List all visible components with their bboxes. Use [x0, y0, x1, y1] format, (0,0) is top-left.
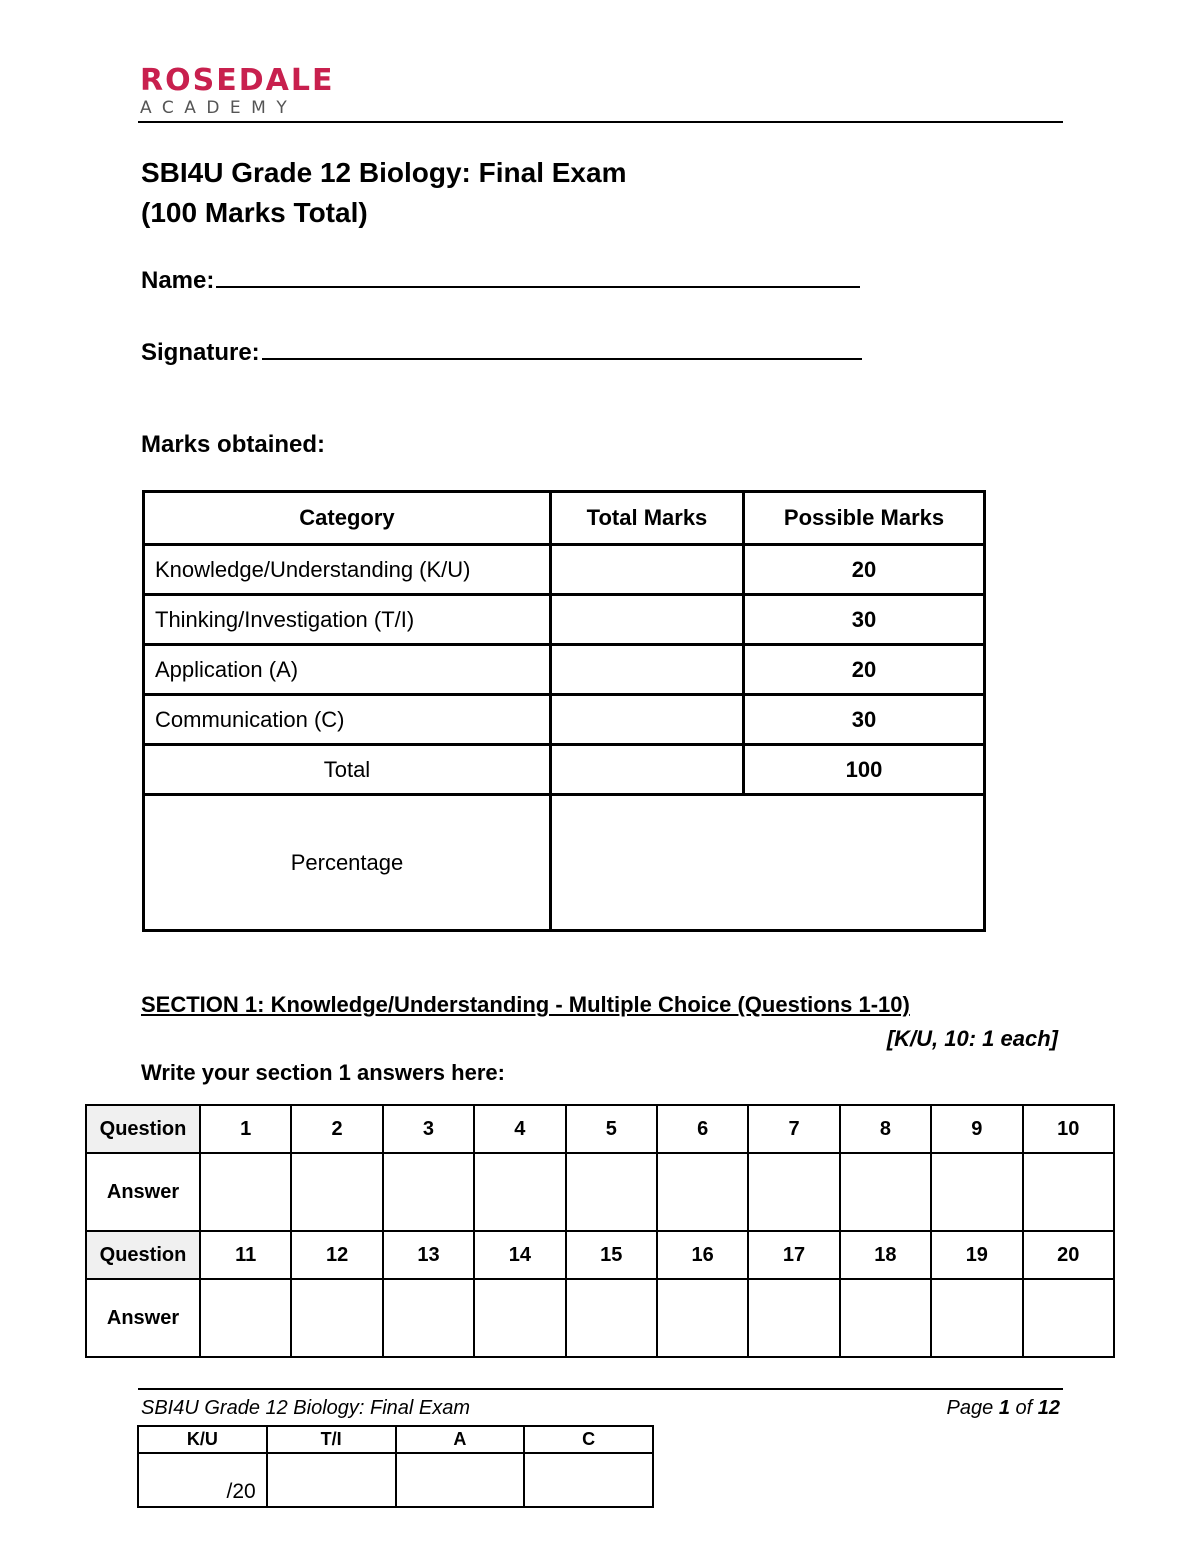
table-row: [144, 595, 985, 645]
question-number: 4: [474, 1105, 565, 1153]
answer-cell[interactable]: [657, 1279, 748, 1357]
of-word: of: [1015, 1397, 1033, 1419]
answer-table: [85, 1104, 1115, 1358]
answer-cell[interactable]: [657, 1153, 748, 1231]
question-number: 10: [1023, 1105, 1114, 1153]
question-number: 16: [657, 1231, 748, 1279]
section1-instruction: Write your section 1 answers here:: [141, 1060, 505, 1085]
answer-label: Answer: [86, 1153, 200, 1231]
answer-cell[interactable]: [474, 1153, 565, 1231]
possible-marks-cell: 20: [744, 645, 985, 695]
name-input-line[interactable]: [216, 266, 860, 288]
answer-cell[interactable]: [383, 1153, 474, 1231]
signature-input-line[interactable]: [262, 338, 862, 360]
percentage-label: Percentage: [144, 795, 551, 931]
total-marks-cell[interactable]: [550, 595, 743, 645]
score-value-row: [138, 1453, 653, 1507]
question-number: 17: [748, 1231, 839, 1279]
name-label: Name:: [141, 267, 215, 294]
score-c-cell[interactable]: [524, 1453, 653, 1507]
question-number: 3: [383, 1105, 474, 1153]
score-summary-table: [137, 1425, 654, 1508]
section1-note: [K/U, 10: 1 each]: [886, 1026, 1058, 1051]
question-number: 12: [291, 1231, 382, 1279]
percentage-cell[interactable]: [550, 795, 984, 931]
possible-marks-cell: 30: [744, 695, 985, 745]
answer-cell[interactable]: [1023, 1279, 1114, 1357]
answer-cell[interactable]: [291, 1153, 382, 1231]
answer-cell[interactable]: [474, 1279, 565, 1357]
answer-cell[interactable]: [1023, 1153, 1114, 1231]
total-marks-cell[interactable]: [550, 545, 743, 595]
logo-name: ROSEDALE: [140, 63, 335, 98]
answer-cell[interactable]: [200, 1279, 291, 1357]
total-marks-cell[interactable]: [550, 645, 743, 695]
marks-obtained-label: Marks obtained:: [141, 431, 326, 458]
category-cell: Knowledge/Understanding (K/U): [144, 545, 551, 595]
question-number: 15: [566, 1231, 657, 1279]
possible-marks-cell: 20: [744, 545, 985, 595]
possible-marks-sum: 100: [744, 745, 985, 795]
score-header-a: A: [396, 1426, 525, 1453]
signature-label: Signature:: [141, 339, 260, 366]
answer-row: [86, 1279, 1114, 1357]
score-header-c: C: [524, 1426, 653, 1453]
question-number: 20: [1023, 1231, 1114, 1279]
question-number: 6: [657, 1105, 748, 1153]
question-number: 7: [748, 1105, 839, 1153]
signature-field: [141, 338, 862, 368]
category-cell: Communication (C): [144, 695, 551, 745]
score-header-ku: K/U: [138, 1426, 267, 1453]
answer-cell[interactable]: [291, 1279, 382, 1357]
footer-title: SBI4U Grade 12 Biology: Final Exam: [141, 1397, 471, 1419]
total-label: Total: [144, 745, 551, 795]
answer-cell[interactable]: [748, 1153, 839, 1231]
header-category: Category: [144, 492, 551, 545]
header-rule: [138, 121, 1063, 123]
marks-table-header: [144, 492, 985, 545]
table-row: [144, 695, 985, 745]
marks-table: [142, 490, 986, 932]
logo-sub: ACADEMY: [140, 98, 298, 118]
table-row: [144, 545, 985, 595]
question-number: 11: [200, 1231, 291, 1279]
name-field: [141, 266, 860, 296]
answer-cell[interactable]: [383, 1279, 474, 1357]
question-number: 2: [291, 1105, 382, 1153]
answer-row: [86, 1153, 1114, 1231]
category-cell: Thinking/Investigation (T/I): [144, 595, 551, 645]
total-row: [144, 745, 985, 795]
footer-rule: [138, 1388, 1063, 1390]
question-label: Question: [86, 1105, 200, 1153]
page-total: 12: [1037, 1397, 1060, 1419]
possible-marks-cell: 30: [744, 595, 985, 645]
answer-cell[interactable]: [840, 1153, 931, 1231]
header-total-marks: Total Marks: [550, 492, 743, 545]
question-row: [86, 1231, 1114, 1279]
question-row: [86, 1105, 1114, 1153]
section1-title: SECTION 1: Knowledge/Understanding - Multiple Choice (Questions 1-10): [141, 992, 910, 1017]
score-header-ti: T/I: [267, 1426, 396, 1453]
score-ti-cell[interactable]: [267, 1453, 396, 1507]
answer-cell[interactable]: [931, 1279, 1022, 1357]
question-label: Question: [86, 1231, 200, 1279]
page-number: 1: [998, 1397, 1010, 1419]
answer-cell[interactable]: [748, 1279, 839, 1357]
header-possible-marks: Possible Marks: [744, 492, 985, 545]
score-header-row: [138, 1426, 653, 1453]
question-number: 13: [383, 1231, 474, 1279]
table-row: [144, 645, 985, 695]
percentage-row: [144, 795, 985, 931]
exam-title: [141, 153, 626, 233]
answer-cell[interactable]: [566, 1279, 657, 1357]
total-marks-cell[interactable]: [550, 695, 743, 745]
question-number: 5: [566, 1105, 657, 1153]
exam-title-line1: SBI4U Grade 12 Biology: Final Exam: [141, 157, 627, 188]
answer-label: Answer: [86, 1279, 200, 1357]
question-number: 8: [840, 1105, 931, 1153]
school-logo: [140, 63, 335, 118]
question-number: 14: [474, 1231, 565, 1279]
total-marks-sum-cell[interactable]: [550, 745, 743, 795]
answer-cell[interactable]: [931, 1153, 1022, 1231]
score-a-cell[interactable]: [396, 1453, 525, 1507]
answer-cell[interactable]: [200, 1153, 291, 1231]
score-ku-cell[interactable]: /20: [138, 1453, 267, 1507]
question-number: 9: [931, 1105, 1022, 1153]
page-word: Page: [946, 1397, 994, 1419]
answer-cell[interactable]: [840, 1279, 931, 1357]
question-number: 1: [200, 1105, 291, 1153]
question-number: 19: [931, 1231, 1022, 1279]
page-indicator: [947, 1395, 1060, 1421]
question-number: 18: [840, 1231, 931, 1279]
category-cell: Application (A): [144, 645, 551, 695]
answer-cell[interactable]: [566, 1153, 657, 1231]
exam-title-line2: (100 Marks Total): [141, 197, 368, 228]
